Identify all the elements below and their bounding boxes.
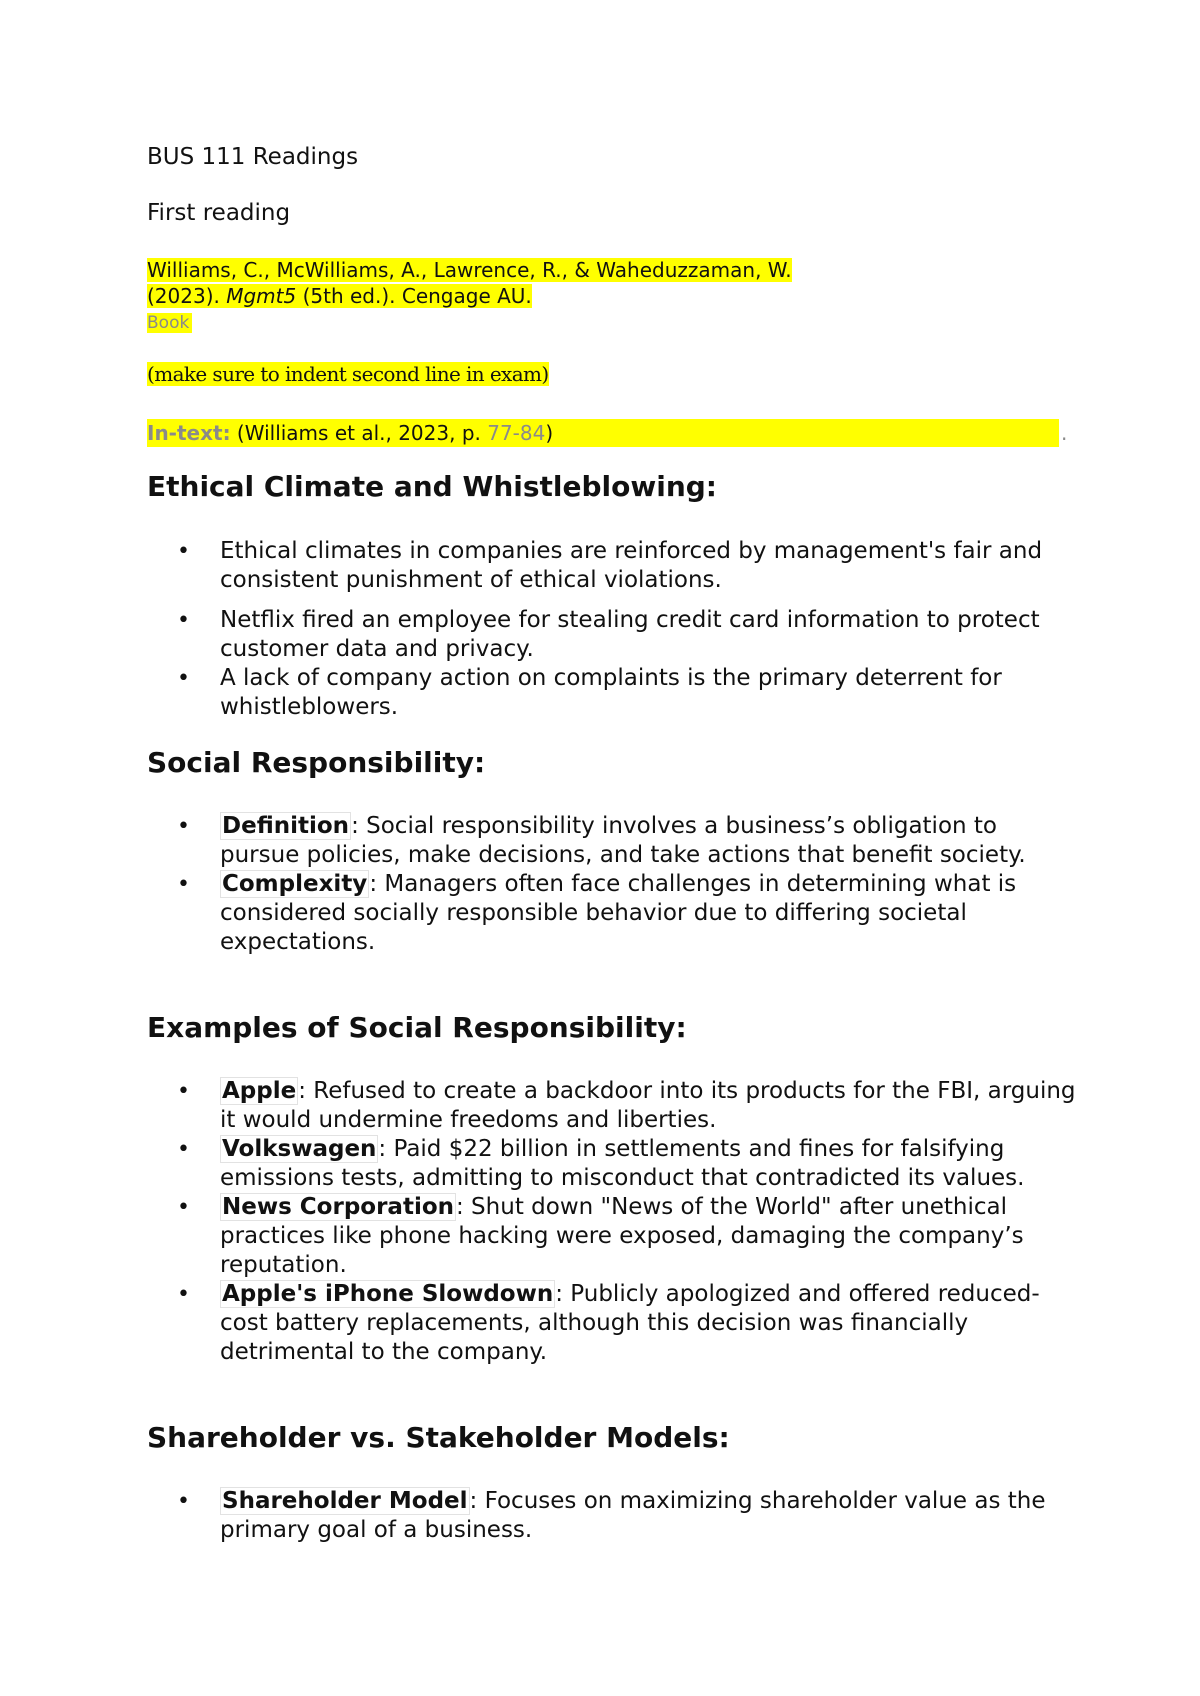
list-item-text: : Social responsibility involves a business’s obligation to pursue policies, make decisions, and take actions that benefit society. [220, 813, 1026, 868]
list-item-text: Ethical climates in companies are reinforced by management's fair and consistent punishment of ethical violations. [220, 538, 1043, 593]
list-item-text: : Focuses on maximizing shareholder value as the primary goal of a business. [220, 1488, 1046, 1543]
bullet-icon: • [177, 539, 190, 564]
section-heading-ethical-climate: Ethical Climate and Whistleblowing: [147, 470, 718, 503]
exam-note: (make sure to indent second line in exam) [147, 362, 549, 386]
intext-trailing-period: . [1061, 421, 1068, 445]
bullet-icon: • [177, 1195, 190, 1220]
citation-book-title: Mgmt5 [226, 284, 297, 308]
list-item [147, 870, 1077, 957]
citation-line-1: Williams, C., McWilliams, A., Lawrence, R., & Waheduzzaman, W. [147, 258, 792, 282]
list-item [147, 537, 1077, 595]
bullet-icon: • [177, 1079, 190, 1104]
section-heading-examples: Examples of Social Responsibility: [147, 1011, 687, 1044]
bullet-icon: • [177, 666, 190, 691]
list-item [147, 1487, 1077, 1545]
list-item [147, 664, 1077, 722]
list-item-text: : Managers often face challenges in determining what is considered socially responsible behavior due to differing societal expectations. [220, 871, 1017, 955]
citation-edition-publisher: (5th ed.). Cengage AU. [296, 284, 532, 308]
bullet-icon: • [177, 1137, 190, 1162]
list-item-text: : Shut down "News of the World" after unethical practices like phone hacking were exposed, damaging the company’s reputation. [220, 1194, 1024, 1278]
list-item-text: A lack of company action on complaints is the primary deterrent for whistleblowers. [220, 665, 1002, 720]
term-volkswagen: Volkswagen [222, 1136, 377, 1162]
list-item-text: : Paid $22 billion in settlements and fines for falsifying emissions tests, admitting to misconduct that contradicted its values. [220, 1136, 1025, 1191]
bullet-icon: • [177, 872, 190, 897]
term-apple: Apple [222, 1078, 297, 1104]
document-title: BUS 111 Readings [147, 144, 359, 170]
citation [147, 257, 792, 309]
term-definition: Definition [222, 813, 350, 839]
bullet-icon: • [177, 1489, 190, 1514]
section-list-examples [147, 1077, 1077, 1367]
intext-pages: 77-84 [487, 421, 546, 445]
list-item-text: : Publicly apologized and offered reduced-cost battery replacements, although this decision was financially detrimental to the company. [220, 1281, 1040, 1365]
intext-close: ) [545, 421, 554, 445]
bullet-icon: • [177, 608, 190, 633]
term-complexity: Complexity [222, 871, 368, 897]
term-shareholder-model: Shareholder Model [222, 1488, 468, 1514]
list-item-text: : Refused to create a backdoor into its products for the FBI, arguing it would undermine freedoms and liberties. [220, 1078, 1076, 1133]
list-item [147, 606, 1077, 664]
intext-label: In-text: [147, 421, 231, 445]
list-item [147, 812, 1077, 870]
list-item [147, 1193, 1077, 1280]
reading-subtitle: First reading [147, 200, 291, 226]
citation-type-label: Book [147, 313, 192, 333]
term-news-corporation: News Corporation [222, 1194, 454, 1220]
citation-year: (2023). [147, 284, 227, 308]
section-heading-social-responsibility: Social Responsibility: [147, 746, 486, 779]
list-item [147, 1077, 1077, 1135]
section-heading-shareholder-models: Shareholder vs. Stakeholder Models: [147, 1421, 730, 1454]
section-list-social-responsibility [147, 812, 1077, 957]
intext-citation [147, 419, 1059, 447]
bullet-icon: • [177, 814, 190, 839]
list-item-text: Netflix fired an employee for stealing credit card information to protect customer data and privacy. [220, 607, 1040, 662]
list-item [147, 1135, 1077, 1193]
intext-body: (Williams et al., 2023, p. [230, 421, 488, 445]
term-iphone-slowdown: Apple's iPhone Slowdown [222, 1281, 554, 1307]
section-list-shareholder-models [147, 1487, 1077, 1545]
section-list-ethical-climate [147, 537, 1077, 733]
citation-line-2 [147, 284, 532, 308]
list-item [147, 1280, 1077, 1367]
bullet-icon: • [177, 1282, 190, 1307]
